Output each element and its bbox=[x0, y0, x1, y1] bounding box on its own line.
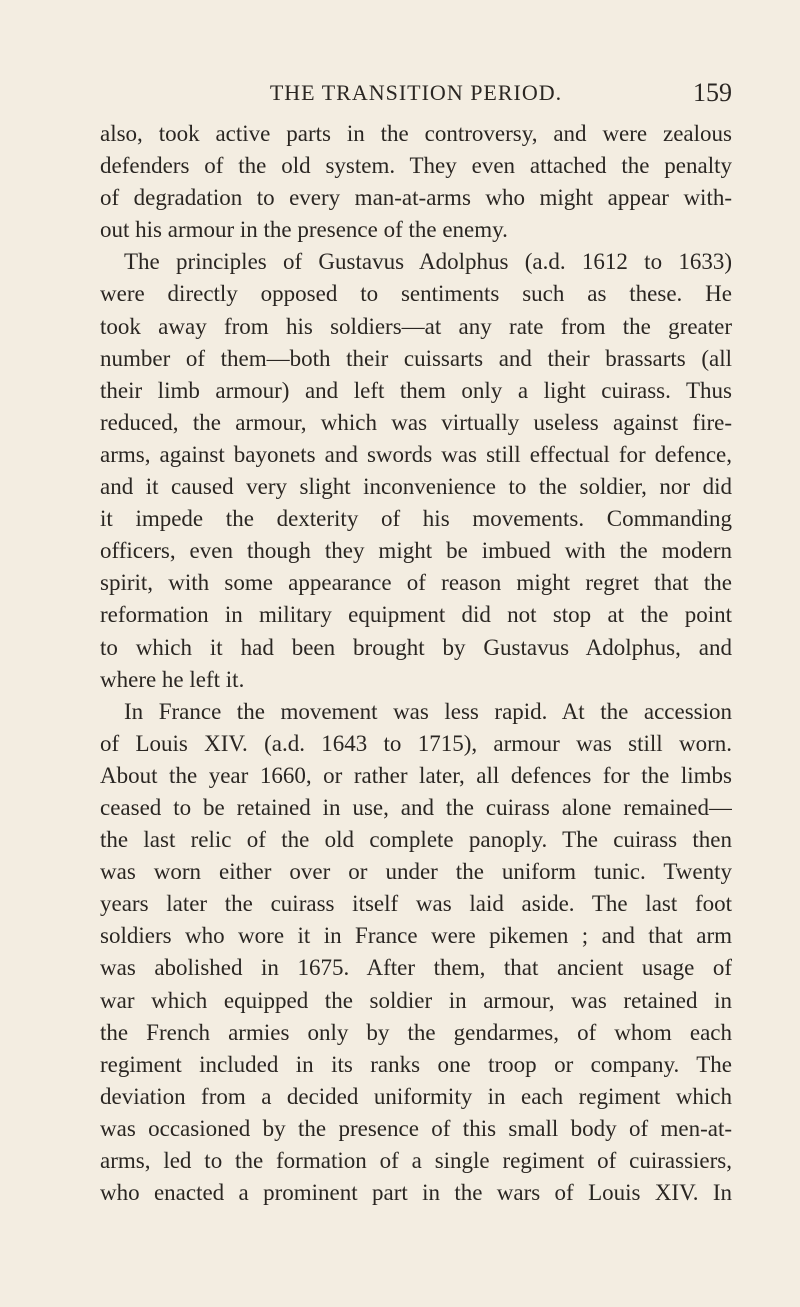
text-line: it impede the dexterity of his movements. Commanding bbox=[100, 506, 732, 532]
text-line: were directly opposed to sentiments such as these. He bbox=[100, 281, 732, 307]
text-line: who enacted a prominent part in the wars of Louis XIV. In bbox=[100, 1180, 732, 1206]
page-number: 159 bbox=[693, 78, 732, 107]
text-line: was worn either over or under the uniform tunic. Twenty bbox=[100, 859, 732, 885]
body-text bbox=[100, 118, 732, 1209]
paragraph-first-line: The principles of Gustavus Adolphus (a.d. 1612 to 1633) bbox=[124, 249, 732, 275]
text-line: their limb armour) and left them only a light cuirass. Thus bbox=[100, 377, 732, 403]
text-line: took away from his soldiers—at any rate from the greater bbox=[100, 313, 732, 339]
text-line: also, took active parts in the controversy, and were zealous bbox=[100, 121, 732, 146]
text-line: years later the cuirass itself was laid aside. The last foot bbox=[100, 891, 732, 917]
text-line: arms, led to the formation of a single regiment of cuirassiers, bbox=[100, 1148, 732, 1173]
text-line: number of them—both their cuissarts and their brassarts (all bbox=[100, 345, 732, 371]
text-line: arms, against bayonets and swords was still effectual for defence, bbox=[100, 441, 732, 467]
text-line: ceased to be retained in use, and the cuirass alone remained— bbox=[100, 794, 732, 820]
text-line: the French armies only by the gendarmes, of whom each bbox=[100, 1019, 732, 1045]
text-line: to which it had been brought by Gustavus Adolphus, and bbox=[100, 634, 732, 660]
text-line: and it caused very slight inconvenience to the soldier, nor did bbox=[100, 474, 732, 500]
text-line: was abolished in 1675. After them, that ancient usage of bbox=[100, 955, 732, 981]
text-line: defenders of the old system. They even attached the penalty bbox=[100, 153, 732, 179]
text-line: About the year 1660, or rather later, all defences for the limbs bbox=[100, 762, 732, 788]
text-line: out his armour in the presence of the enemy. bbox=[100, 217, 508, 243]
text-line: deviation from a decided uniformity in each regiment which bbox=[100, 1083, 732, 1109]
text-line: of degradation to every man-at-arms who might appear with- bbox=[100, 185, 732, 211]
text-line: reformation in military equipment did not stop at the point bbox=[100, 602, 732, 628]
running-head bbox=[100, 78, 732, 112]
text-line: officers, even though they might be imbued with the modern bbox=[100, 538, 732, 564]
text-line: regiment included in its ranks one troop or company. The bbox=[100, 1051, 732, 1077]
paragraph-first-line: In France the movement was less rapid. At the accession bbox=[124, 698, 732, 724]
text-line: where he left it. bbox=[100, 666, 245, 692]
text-line: was occasioned by the presence of this small body of men-at- bbox=[100, 1115, 732, 1141]
text-line: war which equipped the soldier in armour, was retained in bbox=[100, 987, 732, 1013]
running-title: THE TRANSITION PERIOD. bbox=[269, 80, 563, 105]
text-line: reduced, the armour, which was virtually useless against fire- bbox=[100, 409, 732, 435]
text-line: the last relic of the old complete panoply. The cuirass then bbox=[100, 827, 732, 853]
text-line: soldiers who wore it in France were pikemen ; and that arm bbox=[100, 923, 732, 949]
text-line: spirit, with some appearance of reason might regret that the bbox=[100, 570, 732, 596]
text-line: of Louis XIV. (a.d. 1643 to 1715), armour was still worn. bbox=[100, 730, 732, 756]
